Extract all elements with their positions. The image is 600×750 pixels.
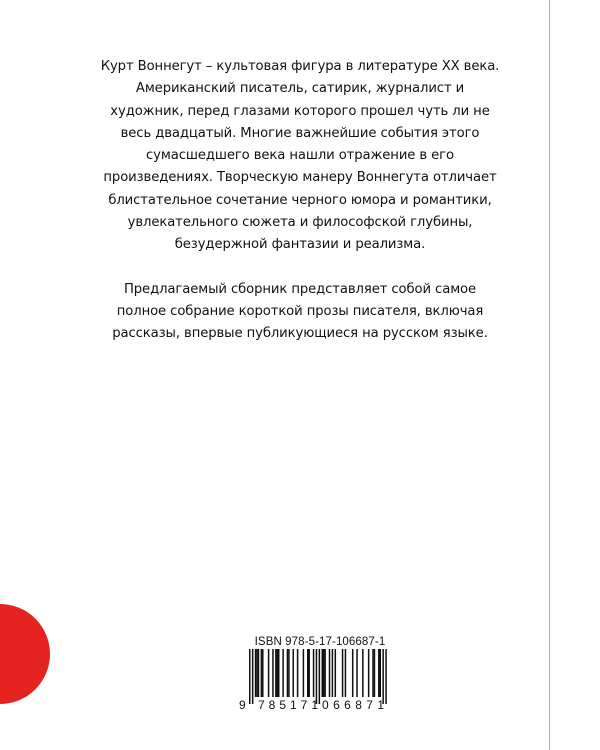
barcode-bar: [345, 649, 347, 697]
barcode-bar: [258, 649, 260, 697]
barcode-bar: [332, 649, 334, 697]
barcode-bar: [278, 649, 280, 697]
barcode-bar: [352, 649, 354, 697]
book-description: [100, 56, 500, 346]
description-paragraph-2: Предлагаемый сборник представляет собой самое полное собрание короткой прозы писателя, включая рассказы, впервые публикующиеся на русском языке.: [112, 281, 488, 342]
barcode-guard-bar: [385, 649, 387, 704]
description-paragraph-1: Курт Воннегут – культовая фигура в литературе XX века. Американский писатель, сатирик, журналист и художник, перед глазами которого прошел чуть ли не весь двадцатый. Многие важнейшие события этого сумасшедшего века нашли отражение в его произведениях. Творческую манеру Воннегута отличает блистательное сочетание черного юмора и романтики, увлекательного сюжета и философской глубины, безудержной фантазии и реализма.: [100, 59, 500, 253]
barcode-bar: [329, 649, 331, 697]
barcode-bar: [378, 649, 380, 697]
red-half-circle-decoration: [0, 604, 50, 704]
isbn-label: ISBN 978-5-17-106687-1: [254, 636, 386, 648]
barcode-bar: [368, 649, 370, 697]
barcode-guard-bar: [252, 649, 254, 704]
barcode-bar: [256, 649, 258, 697]
barcode-bar: [282, 649, 284, 697]
barcode-guard-bar: [316, 649, 318, 704]
barcode-bar: [272, 649, 274, 697]
barcode-bar: [335, 649, 337, 697]
barcode-bar: [255, 649, 256, 697]
barcode-bar: [322, 649, 324, 697]
barcode: [236, 649, 398, 711]
spine-edge-line: [549, 0, 550, 750]
barcode-digit-lead: 9: [239, 698, 246, 711]
barcode-guard-bar: [249, 649, 251, 704]
barcode-bar: [261, 649, 263, 697]
barcode-bar: [380, 649, 382, 697]
barcode-bar: [303, 649, 305, 697]
barcode-bar: [277, 649, 279, 697]
barcode-bar: [288, 649, 290, 697]
barcode-bar: [262, 649, 264, 697]
barcode-bar: [342, 649, 344, 697]
barcode-bar: [293, 649, 295, 697]
barcode-guard-bar: [319, 649, 321, 704]
barcode-bar: [323, 649, 325, 697]
barcode-bar: [362, 649, 364, 697]
barcode-bar: [313, 649, 315, 697]
barcode-digits-left: 785171: [258, 698, 318, 711]
barcode-bar: [307, 649, 309, 697]
barcode-bar: [324, 649, 326, 697]
barcode-bar: [356, 649, 358, 697]
barcode-digits-right: 066871: [322, 698, 384, 711]
barcode-guard-bar: [382, 649, 384, 704]
barcode-bar: [372, 649, 374, 697]
barcode-bar: [308, 649, 310, 697]
barcode-bar: [275, 649, 277, 697]
barcode-bar: [287, 649, 289, 697]
barcode-bar: [297, 649, 299, 697]
barcode-bar: [374, 649, 376, 697]
barcode-bar: [268, 649, 270, 697]
